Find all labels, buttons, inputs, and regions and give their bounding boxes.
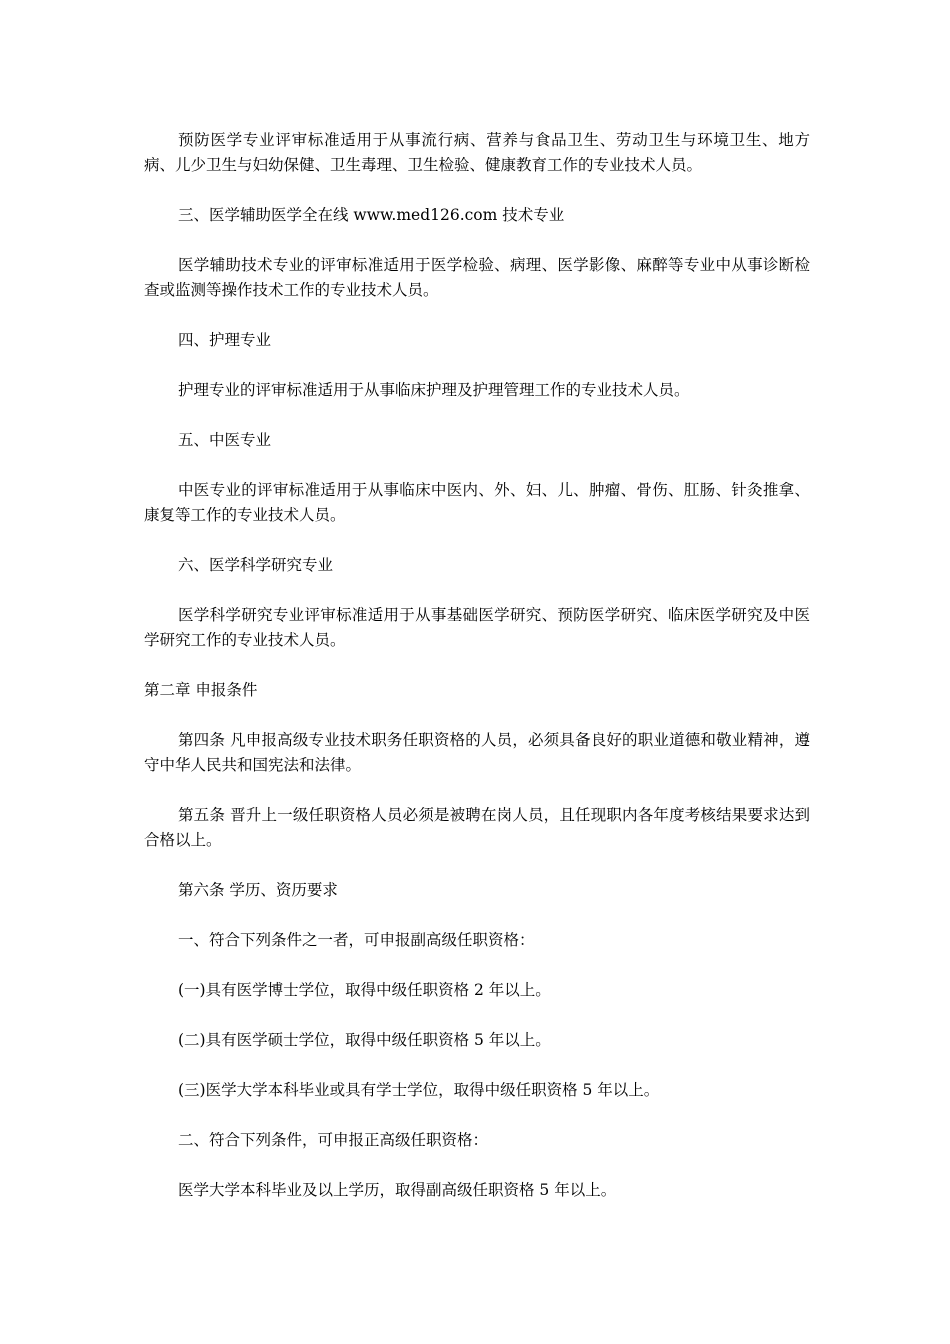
- article-six: 第六条 学历、资历要求: [178, 881, 338, 899]
- heading-medical-research: 六、医学科学研究专业: [178, 556, 334, 574]
- paragraph-nursing: 护理专业的评审标准适用于从事临床护理及护理管理工作的专业技术人员。: [178, 381, 690, 399]
- condition-item-3: (三)医学大学本科毕业或具有学士学位，取得中级任职资格 5 年以上。: [178, 1081, 660, 1099]
- paragraph-medical-auxiliary: 医学辅助技术专业的评审标准适用于医学检验、病理、医学影像、麻醉等专业中从事诊断检查或监测等操作技术工作的专业技术人员。: [144, 256, 810, 299]
- heading-nursing: 四、护理专业: [178, 331, 272, 349]
- article-four: 第四条 凡申报高级专业技术职务任职资格的人员，必须具备良好的职业道德和敬业精神，遵守中华人民共和国宪法和法律。: [144, 731, 810, 774]
- article-five: 第五条 晋升上一级任职资格人员必须是被聘在岗人员，且任现职内各年度考核结果要求达到合格以上。: [144, 806, 810, 849]
- paragraph-tcm: 中医专业的评审标准适用于从事临床中医内、外、妇、儿、肿瘤、骨伤、肛肠、针灸推拿、康复等工作的专业技术人员。: [144, 481, 810, 524]
- paragraph-preventive-medicine: 预防医学专业评审标准适用于从事流行病、营养与食品卫生、劳动卫生与环境卫生、地方病、儿少卫生与妇幼保健、卫生毒理、卫生检验、健康教育工作的专业技术人员。: [144, 131, 810, 174]
- condition-full-senior: 二、符合下列条件，可申报正高级任职资格：: [178, 1131, 489, 1149]
- document-body: [144, 128, 810, 1203]
- chapter-heading: 第二章 申报条件: [144, 681, 258, 699]
- condition-item-1: (一)具有医学博士学位，取得中级任职资格 2 年以上。: [178, 981, 551, 999]
- heading-tcm: 五、中医专业: [178, 431, 272, 449]
- paragraph-medical-research: 医学科学研究专业评审标准适用于从事基础医学研究、预防医学研究、临床医学研究及中医学研究工作的专业技术人员。: [144, 606, 810, 649]
- heading-medical-auxiliary: 三、医学辅助医学全在线 www.med126.com 技术专业: [178, 206, 565, 224]
- condition-full-senior-detail: 医学大学本科毕业及以上学历，取得副高级任职资格 5 年以上。: [178, 1181, 617, 1199]
- condition-item-2: (二)具有医学硕士学位，取得中级任职资格 5 年以上。: [178, 1031, 551, 1049]
- condition-deputy-senior: 一、符合下列条件之一者，可申报副高级任职资格：: [178, 931, 535, 949]
